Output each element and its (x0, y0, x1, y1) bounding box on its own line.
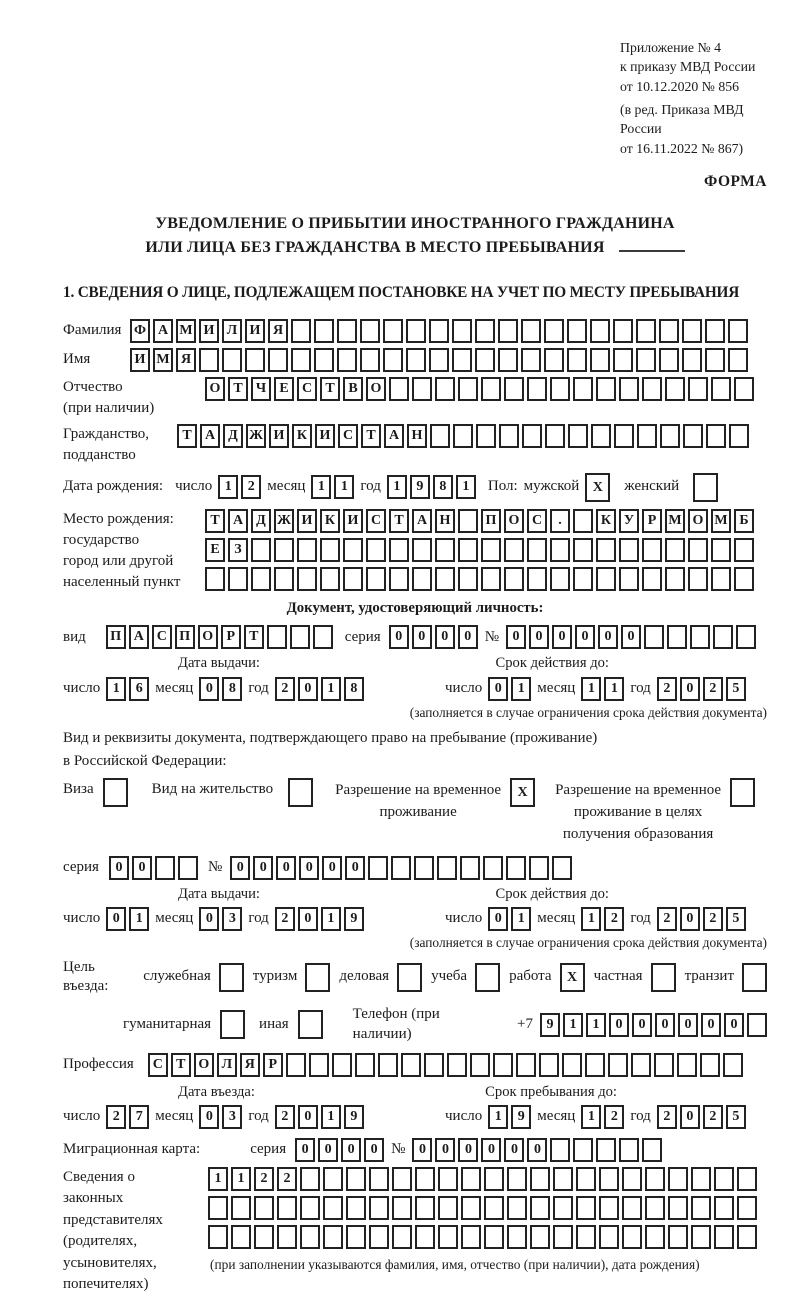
entry-day-boxes[interactable]: 2 7 (106, 1105, 149, 1129)
residence-valid-month-boxes[interactable]: 1 2 (581, 907, 624, 931)
day-label: число (63, 679, 101, 696)
citizenship-row (63, 424, 767, 466)
doc-type-boxes[interactable]: П А С П О Р Т (106, 625, 333, 649)
doc-type-label: вид (63, 628, 86, 645)
temp-residence-checkbox[interactable]: X (510, 778, 535, 807)
residence-number-boxes[interactable]: 0 0 0 0 0 0 (230, 856, 572, 880)
doc-issue-year-boxes[interactable]: 2 0 1 8 (275, 677, 364, 701)
phone-boxes[interactable]: 9 1 1 0 0 0 0 0 0 (540, 1013, 767, 1037)
year-label: год (630, 909, 651, 926)
representatives-block (63, 1167, 767, 1296)
purpose-study: учеба (431, 963, 500, 992)
purpose-humanitarian-label: гуманитарная (123, 1016, 212, 1033)
representatives-note: (при заполнении указываются фамилия, имя, отчество (при наличии), дата рождения) (210, 1256, 700, 1272)
male-checkbox[interactable]: X (585, 473, 610, 502)
visa-checkbox[interactable] (103, 778, 128, 807)
birth-year-boxes[interactable]: 1 9 8 1 (387, 475, 476, 499)
representatives-boxes-stack (208, 1167, 757, 1274)
temp-residence-label: Разрешение на временное проживание (335, 782, 502, 821)
purpose-private: частная (594, 963, 676, 992)
purpose-label: Цель въезда: (63, 958, 109, 995)
entry-dates-header (63, 1083, 767, 1102)
number-label: № (207, 858, 223, 875)
surname-boxes[interactable]: Ф А М И Л И Я (130, 319, 748, 343)
issue-date-label: Дата выдачи: (178, 885, 260, 902)
phone-label: Телефон (при наличии) (352, 1006, 440, 1042)
day-label: число (63, 1108, 101, 1125)
surname-row (63, 319, 767, 343)
identity-doc-dates-row (63, 677, 767, 701)
month-label: месяц (537, 679, 576, 696)
surname-label: Фамилия (63, 321, 122, 338)
purpose-other-checkbox[interactable] (298, 1010, 323, 1039)
male-label: мужской (523, 478, 580, 495)
doc-series-boxes[interactable]: 0 0 0 0 (389, 625, 478, 649)
name-label: Имя (63, 350, 91, 367)
valid-until-label: Срок действия до: (495, 655, 609, 672)
revision-line: (в ред. Приказа МВД России (620, 101, 744, 137)
year-label: год (630, 1108, 651, 1125)
year-label: год (630, 679, 651, 696)
purpose-transit-checkbox[interactable] (742, 963, 767, 992)
purpose-study-checkbox[interactable] (475, 963, 500, 992)
birth-place-label: Место рождения: государство город или другой населенный пункт (63, 510, 181, 590)
month-label: месяц (537, 909, 576, 926)
validity-note: (заполняется в случае ограничения срока действия документа) (409, 704, 767, 720)
series-label: серия (344, 628, 381, 645)
residence-series-boxes[interactable]: 0 0 (109, 856, 198, 880)
birth-day-boxes[interactable]: 1 2 (218, 475, 261, 499)
patronymic-row (63, 377, 767, 419)
doc-issue-month-boxes[interactable]: 0 8 (199, 677, 242, 701)
birth-place-row1-boxes[interactable]: Т А Д Ж И К И С Т А Н П О С . К У Р М О М Б (205, 509, 754, 533)
citizenship-boxes[interactable]: Т А Д Ж И К И С Т А Н (177, 424, 749, 448)
residence-doc-dates-header (63, 885, 767, 904)
series-label: серия (250, 1141, 287, 1158)
profession-label: Профессия (63, 1055, 134, 1072)
patronymic-boxes[interactable]: О Т Ч Е С Т В О (205, 377, 754, 401)
month-label: месяц (537, 1108, 576, 1125)
day-label: число (175, 478, 213, 495)
purpose-humanitarian-checkbox[interactable] (220, 1010, 245, 1039)
residence-permit-option (152, 780, 313, 807)
residence-doc-intro: Вид и реквизиты документа, подтверждающего право на пребывание (проживание) в Российской Федерации: (63, 730, 598, 769)
appendix-block (620, 38, 767, 158)
temp-residence-option (335, 780, 535, 824)
residence-issue-month-boxes[interactable]: 0 3 (199, 907, 242, 931)
doc-issue-day-boxes[interactable]: 1 6 (106, 677, 149, 701)
appendix-line: к приказу МВД России (620, 59, 756, 75)
purpose-work: работа X (509, 963, 585, 992)
form-title (63, 212, 767, 258)
female-checkbox[interactable] (693, 473, 718, 502)
number-label: № (484, 628, 499, 645)
representatives-row3-boxes[interactable] (208, 1225, 757, 1249)
temp-residence-edu-option (555, 780, 755, 845)
migration-card-label: Миграционная карта: (63, 1141, 201, 1158)
residence-issue-year-boxes[interactable]: 2 0 1 9 (275, 907, 364, 931)
stay-month-boxes[interactable]: 1 2 (581, 1105, 624, 1129)
day-label: число (445, 909, 483, 926)
stay-until-label: Срок пребывания до: (485, 1083, 617, 1100)
purpose-business-checkbox[interactable] (397, 963, 422, 992)
representatives-row2-boxes[interactable] (208, 1196, 757, 1220)
name-boxes[interactable]: И М Я (130, 348, 748, 372)
appendix-line: от 10.12.2020 № 856 (620, 78, 740, 94)
form-title-line1: УВЕДОМЛЕНИЕ О ПРИБЫТИИ ИНОСТРАННОГО ГРАЖДАНИНА (155, 215, 675, 233)
entry-month-boxes[interactable]: 0 3 (199, 1105, 242, 1129)
year-label: год (248, 909, 269, 926)
doc-valid-year-boxes[interactable]: 2 0 2 5 (657, 677, 746, 701)
purpose-tourism: туризм (253, 963, 331, 992)
purpose-row (63, 958, 767, 998)
visa-option (63, 780, 128, 807)
birth-date-label: Дата рождения: (63, 478, 164, 495)
residence-doc-options (63, 780, 767, 845)
birth-place-row2-boxes[interactable]: Е З (205, 538, 754, 562)
purpose-official: служебная (143, 963, 244, 992)
temp-residence-edu-checkbox[interactable] (730, 778, 755, 807)
birth-place-row3-boxes[interactable] (205, 567, 754, 591)
entry-dates-row (63, 1105, 767, 1129)
citizenship-label: Гражданство, подданство (63, 425, 150, 463)
migration-card-row (63, 1138, 767, 1162)
residence-issue-day-boxes[interactable]: 0 1 (106, 907, 149, 931)
purpose-private-checkbox[interactable] (651, 963, 676, 992)
entry-year-boxes[interactable]: 2 0 1 9 (275, 1105, 364, 1129)
series-label: серия (63, 858, 99, 875)
purpose-business: деловая (339, 963, 422, 992)
identity-doc-row (63, 625, 767, 649)
birth-place-boxes-stack (205, 509, 754, 596)
validity-note: (заполняется в случае ограничения срока действия документа) (409, 934, 767, 950)
patronymic-label: Отчество (при наличии) (63, 378, 155, 416)
name-row (63, 348, 767, 372)
year-label: год (248, 679, 269, 696)
profession-row (63, 1053, 767, 1077)
birth-place-block (63, 509, 767, 596)
valid-until-label: Срок действия до: (495, 885, 609, 902)
birth-date-row (63, 473, 767, 502)
year-label: год (360, 478, 381, 495)
doc-valid-month-boxes[interactable]: 1 1 (581, 677, 624, 701)
residence-valid-year-boxes[interactable]: 2 0 2 5 (657, 907, 746, 931)
purpose-official-checkbox[interactable] (219, 963, 244, 992)
representatives-label: Сведения о законных представителях (родителях, усыновителях, попечителях) (63, 1168, 163, 1293)
female-label: женский (624, 478, 680, 495)
phone-prefix: +7 (517, 1016, 533, 1033)
appendix-line: Приложение № 4 (620, 40, 722, 55)
representatives-row1-boxes[interactable]: 1 1 2 2 (208, 1167, 757, 1191)
month-label: месяц (155, 679, 194, 696)
issue-date-label: Дата выдачи: (178, 655, 260, 672)
residence-permit-checkbox[interactable] (288, 778, 313, 807)
form-label: ФОРМА (703, 172, 767, 190)
migration-number-boxes[interactable]: 0 0 0 0 0 0 (412, 1138, 662, 1162)
purpose-work-checkbox[interactable]: X (560, 963, 585, 992)
doc-valid-day-boxes[interactable]: 0 1 (488, 677, 531, 701)
month-label: месяц (267, 478, 306, 495)
title-blank-line (619, 236, 685, 252)
revision-line: от 16.11.2022 № 867) (620, 140, 744, 156)
birth-month-boxes[interactable]: 1 1 (311, 475, 354, 499)
number-label: № (391, 1141, 406, 1158)
stay-day-boxes[interactable]: 1 9 (488, 1105, 531, 1129)
residence-permit-label: Вид на жительство (151, 781, 274, 798)
month-label: месяц (155, 909, 194, 926)
identity-doc-heading: Документ, удостоверяющий личность: (286, 599, 544, 616)
stay-year-boxes[interactable]: 2 0 2 5 (657, 1105, 746, 1129)
purpose-transit: транзит (685, 963, 767, 992)
migration-series-boxes[interactable]: 0 0 0 0 (295, 1138, 384, 1162)
visa-label: Виза (63, 781, 94, 798)
purpose-tourism-checkbox[interactable] (305, 963, 330, 992)
profession-boxes[interactable]: С Т О Л Я Р (148, 1053, 743, 1077)
year-label: год (248, 1108, 269, 1125)
residence-valid-day-boxes[interactable]: 0 1 (488, 907, 531, 931)
entry-date-label: Дата въезда: (178, 1083, 255, 1100)
residence-doc-dates-row (63, 907, 767, 931)
day-label: число (445, 679, 483, 696)
month-label: месяц (155, 1108, 194, 1125)
purpose-row2 (63, 1005, 767, 1045)
form-title-line2: ИЛИ ЛИЦА БЕЗ ГРАЖДАНСТВА В МЕСТО ПРЕБЫВАНИЯ (145, 238, 605, 256)
identity-doc-dates-header (63, 654, 767, 673)
doc-number-boxes[interactable]: 0 0 0 0 0 0 (506, 625, 756, 649)
day-label: число (63, 909, 101, 926)
day-label: число (445, 1108, 483, 1125)
residence-doc-series-row (63, 856, 767, 880)
sex-label: Пол: (487, 478, 518, 495)
section1-heading: 1. СВЕДЕНИЯ О ЛИЦЕ, ПОДЛЕЖАЩЕМ ПОСТАНОВКЕ НА УЧЕТ ПО МЕСТУ ПРЕБЫВАНИЯ (63, 283, 740, 301)
temp-residence-edu-label: Разрешение на временное проживание в целях получения образования (555, 782, 722, 842)
purpose-other-label: иная (259, 1016, 289, 1033)
